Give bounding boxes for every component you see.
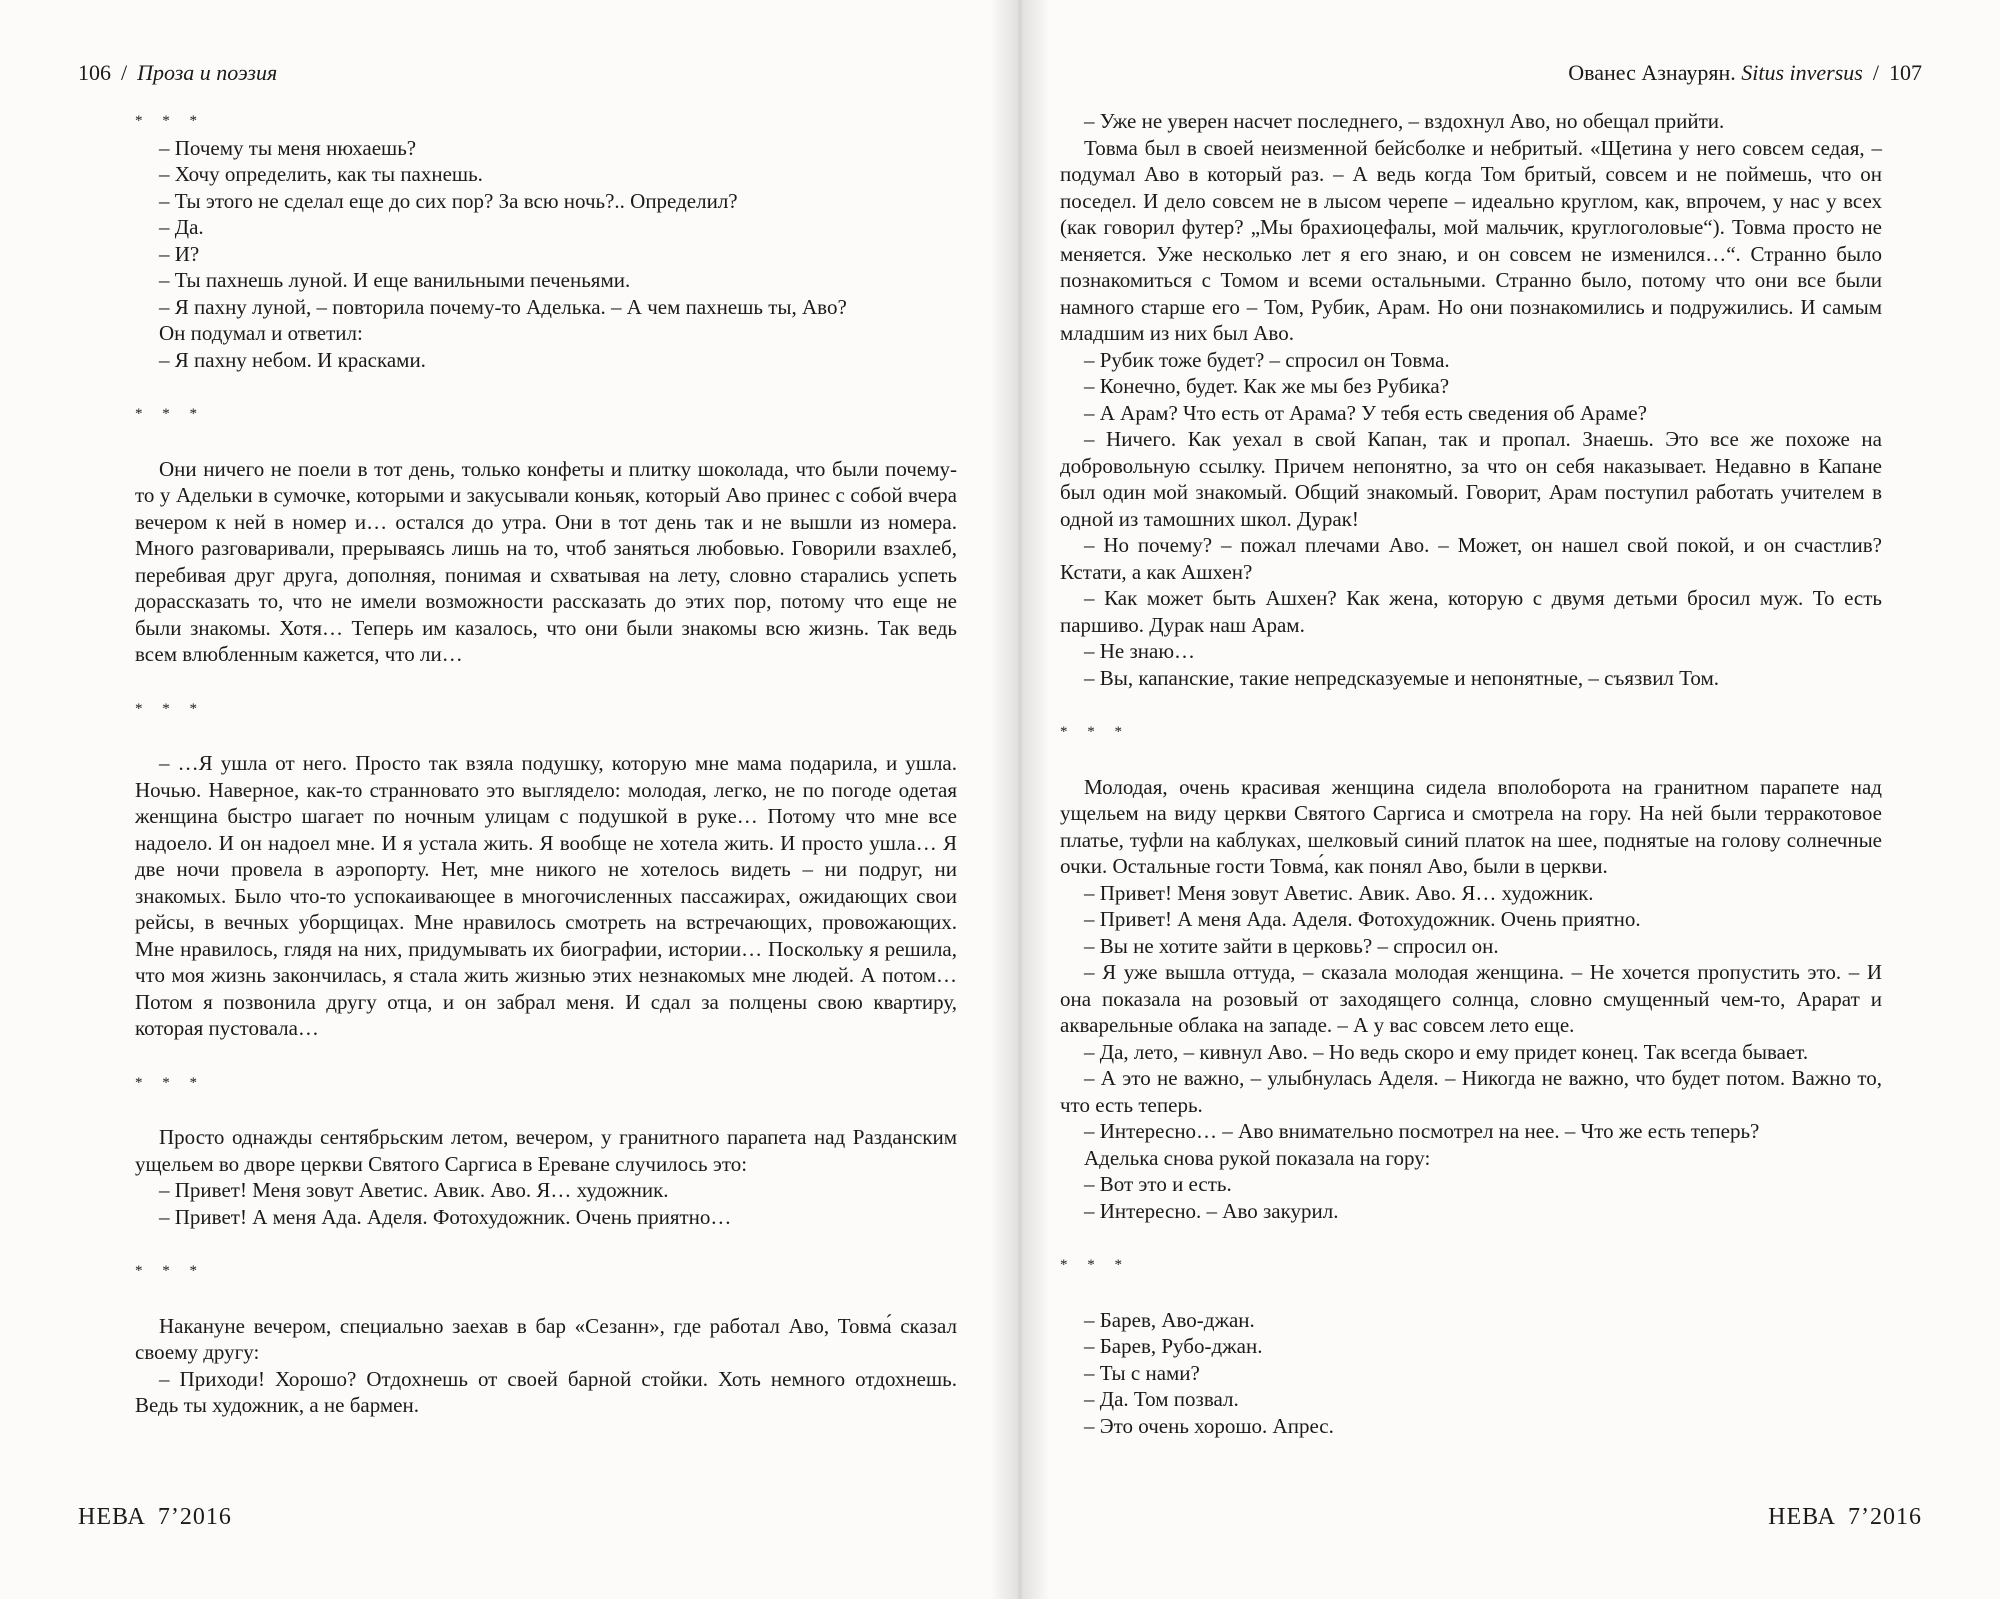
right-footer [1768, 1504, 1922, 1531]
paragraph: – Привет! А меня Ада. Аделя. Фотохудожник. Очень приятно… [159, 1204, 732, 1229]
section-divider: * * * [135, 1263, 205, 1279]
left-page-number: 106 [78, 60, 111, 85]
journal-issue: 7’2016 [157, 1504, 232, 1530]
section-gap [135, 1285, 957, 1313]
section-title: Проза и поэзия [137, 60, 278, 85]
paragraph: – Ты с нами? [1084, 1360, 1200, 1385]
section-gap [1060, 1279, 1882, 1307]
paragraph: – Приходи! Хорошо? Отдохнешь от своей барной стойки. Хоть немного отдохнешь. Ведь ты художник, а не бармен. [135, 1366, 957, 1417]
section-divider: * * * [1060, 724, 1130, 740]
paragraph: – Вы не хотите зайти в церковь? – спросил он. [1084, 933, 1499, 958]
paragraph: – …Я ушла от него. Просто так взяла подушку, которую мне мама подарила, и ушла. Ночью. Наверное, как-то странновато это выглядело: молодая, легко, не по погоде одетая женщина быстро шагает по ночным улицам с подушкой в руке… Потому что мне все надоело. И он надоел мне. И я устала жить. Я вообще не хотела жить. И просто ушла… Я две ночи провела в аэропорту. Нет, мне никого не хотелось видеть – ни подруг, ни знакомых. Было что-то успокаивающее в многочисленных пассажирах, ожидающих свои рейсы, в вечных уборщицах. Мне нравилось смотреть на встречающих, провожающих. Мне нравилось, глядя на них, придумывать их биографии, истории… Поскольку я решила, что моя жизнь закончилась, я стала жить жизнью этих незнакомых мне людей. А потом… Потом я позвонила другу отца, и он забрал меня. И сдал за полцены свою квартиру, которая пустовала… [135, 751, 957, 1040]
right-page-number: 107 [1889, 60, 1922, 85]
paragraph: – Я пахну луной, – повторила почему-то Аделька. – А чем пахнешь ты, Аво? [159, 294, 847, 319]
paragraph: – Рубик тоже будет? – спросил он Товма. [1084, 347, 1450, 372]
paragraph: – Как может быть Ашхен? Как жена, которую с двумя детьми бросил муж. То есть паршиво. Дурак наш Арам. [1060, 586, 1882, 637]
story-title: Situs inversus [1741, 60, 1863, 85]
right-page [1000, 0, 2000, 1599]
paragraph: Накануне вечером, специально заехав в бар «Сезанн», где работал Аво, Товма́ сказал своему другу: [135, 1313, 957, 1364]
section-gap [135, 373, 957, 401]
paragraph: – Интересно… – Аво внимательно посмотрел на нее. – Что же есть теперь? [1084, 1119, 1760, 1143]
paragraph: – Да. Том позвал. [1084, 1387, 1239, 1411]
paragraph: – Уже не уверен насчет последнего, – вздохнул Аво, но обещал прийти. [1084, 109, 1725, 133]
section-gap [1060, 1224, 1882, 1252]
paragraph: – Не знаю… [1084, 639, 1196, 663]
paragraph: – Ничего. Как уехал в свой Капан, так и пропал. Знаешь. Это все же похоже на добровольную ссылку. Причем непонятно, за что он себя наказывает. Недавно в Капане был один мой знакомый. Общий знакомый. Говорит, Арам поступил работать учителем в одной из тамошних школ. Дурак! [1060, 427, 1882, 531]
paragraph: – Это очень хорошо. Апрес. [1084, 1413, 1334, 1438]
paragraph: – Ты пахнешь луной. И еще ванильными печеньями. [159, 268, 631, 292]
paragraph: – Но почему? – пожал плечами Аво. – Может, он нашел свой покой, и он счастлив? Кстати, а как Ашхен? [1060, 533, 1882, 584]
journal-name: НЕВА [1768, 1504, 1836, 1530]
section-divider: * * * [1060, 1257, 1130, 1273]
paragraph: – Привет! Меня зовут Аветис. Авик. Аво. Я… художник. [1084, 880, 1594, 905]
section-gap [1060, 746, 1882, 774]
paragraph: Они ничего не поели в тот день, только конфеты и плитку шоколада, что были почему-то у Адельки в сумочке, которыми и закусывали коньяк, который Аво принес с собой вчера вечером к ней в номер и… остался до утра. Они в тот день так и не вышли из номера. Много разговаривали, прерываясь лишь на то, чтоб заняться любовью. Говорили взахлеб, перебивая друг друга, дополняя, понимая и схватывая на лету, словно старались успеть дорассказать то, что не имели возможности рассказать до этих пор, потому что еще не были знакомы. Хотя… Теперь им казалось, что они были знакомы всю жизнь. Так ведь всем влюбленным кажется, что ли… [135, 456, 957, 666]
section-divider: * * * [135, 700, 205, 717]
section-gap [135, 1042, 957, 1070]
paragraph: – Я уже вышла оттуда, – сказала молодая женщина. – Не хочется пропустить это. – И она показала на розовый от заходящего солнца, словно смущенный чем-то, Арарат и акварельные облака на западе. – А у вас совсем лето еще. [1060, 960, 1882, 1037]
section-gap [135, 1096, 957, 1124]
journal-issue: 7’2016 [1848, 1504, 1922, 1530]
section-divider: * * * [135, 406, 205, 422]
paragraph: – Интересно. – Аво закурил. [1084, 1198, 1339, 1223]
paragraph: – Хочу определить, как ты пахнешь. [159, 162, 483, 186]
paragraph: – Барев, Аво-джан. [1084, 1307, 1255, 1332]
left-running-head [78, 60, 277, 86]
paragraph: – Привет! Меня зовут Аветис. Авик. Аво. Я… художник. [159, 1178, 669, 1202]
section-gap [135, 1230, 957, 1258]
paragraph: – Вы, капанские, такие непредсказуемые и непонятные, – съязвил Том. [1084, 665, 1720, 690]
section-divider: * * * [135, 113, 205, 129]
paragraph: – Ты этого не сделал еще до сих пор? За всю ночь?.. Определил? [159, 188, 738, 213]
paragraph: Товма был в своей неизменной бейсболке и небритый. «Щетина у него совсем седая, – подумал Аво в который раз. – А ведь когда Том бритый, совсем и не поймешь, что он поседел. И дело совсем не в лысом черепе – идеально круглом, как, впрочем, у нас у всех (как говорил футер? „Мы брахиоцефалы, мой мальчик, круглоголовые“). Товма просто не меняется. Уже несколько лет я его знаю, и он совсем не изменился…“. Странно было познакомиться с Томом и всеми остальными. Странно было, потому что они все были намного старше его – Том, Рубик, Арам. Но они познакомились и подружились. И самым младшим из них был Аво. [1060, 135, 1882, 345]
paragraph: – Я пахну небом. И красками. [159, 347, 426, 372]
paragraph: – А это не важно, – улыбнулась Аделя. – Никогда не важно, что будет потом. Важно то, что есть теперь. [1060, 1066, 1882, 1117]
paragraph: – А Арам? Что есть от Арама? У тебя есть сведения об Араме? [1084, 400, 1647, 425]
paragraph: Молодая, очень красивая женщина сидела вполоборота на гранитном парапете над ущельем на виду церкви Святого Саргиса и смотрела на гору. На ней были терракотовое платье, туфли на каблуках, шелковый синий платок на шее, поднятые на голову солнечные очки. Остальные гости Товма́, как понял Аво, были в церкви. [1060, 774, 1882, 878]
section-gap [135, 722, 957, 750]
paragraph: Он подумал и ответил: [159, 321, 363, 345]
section-divider: * * * [135, 1074, 205, 1091]
paragraph: Просто однажды сентябрьским летом, вечером, у гранитного парапета над Разданским ущельем во дворе церкви Святого Саргиса в Ереване случилось это: [135, 1125, 957, 1176]
section-gap [1060, 691, 1882, 719]
right-body-text [1060, 108, 1882, 1439]
right-running-head [1568, 60, 1922, 86]
paragraph: – Барев, Рубо-джан. [1084, 1334, 1263, 1358]
section-gap [135, 428, 957, 456]
paragraph: – Привет! А меня Ада. Аделя. Фотохудожник. Очень приятно. [1084, 907, 1641, 931]
section-gap [135, 668, 957, 696]
paragraph: – Да. [159, 215, 204, 239]
paragraph: – Вот это и есть. [1084, 1172, 1232, 1196]
journal-name: НЕВА [78, 1504, 146, 1530]
running-head-separator: / [1872, 60, 1879, 85]
paragraph: Аделька снова рукой показала на гору: [1084, 1145, 1431, 1170]
running-head-separator: / [121, 60, 128, 85]
paragraph: – Да, лето, – кивнул Аво. – Но ведь скоро и ему придет конец. Так всегда бывает. [1084, 1039, 1809, 1064]
paragraph: – Почему ты меня нюхаешь? [159, 135, 417, 160]
left-body-text [135, 108, 957, 1419]
author-name: Ованес Азнаурян. [1568, 60, 1736, 85]
paragraph: – И? [159, 241, 200, 266]
paragraph: – Конечно, будет. Как же мы без Рубика? [1084, 374, 1450, 398]
left-footer [78, 1504, 232, 1531]
